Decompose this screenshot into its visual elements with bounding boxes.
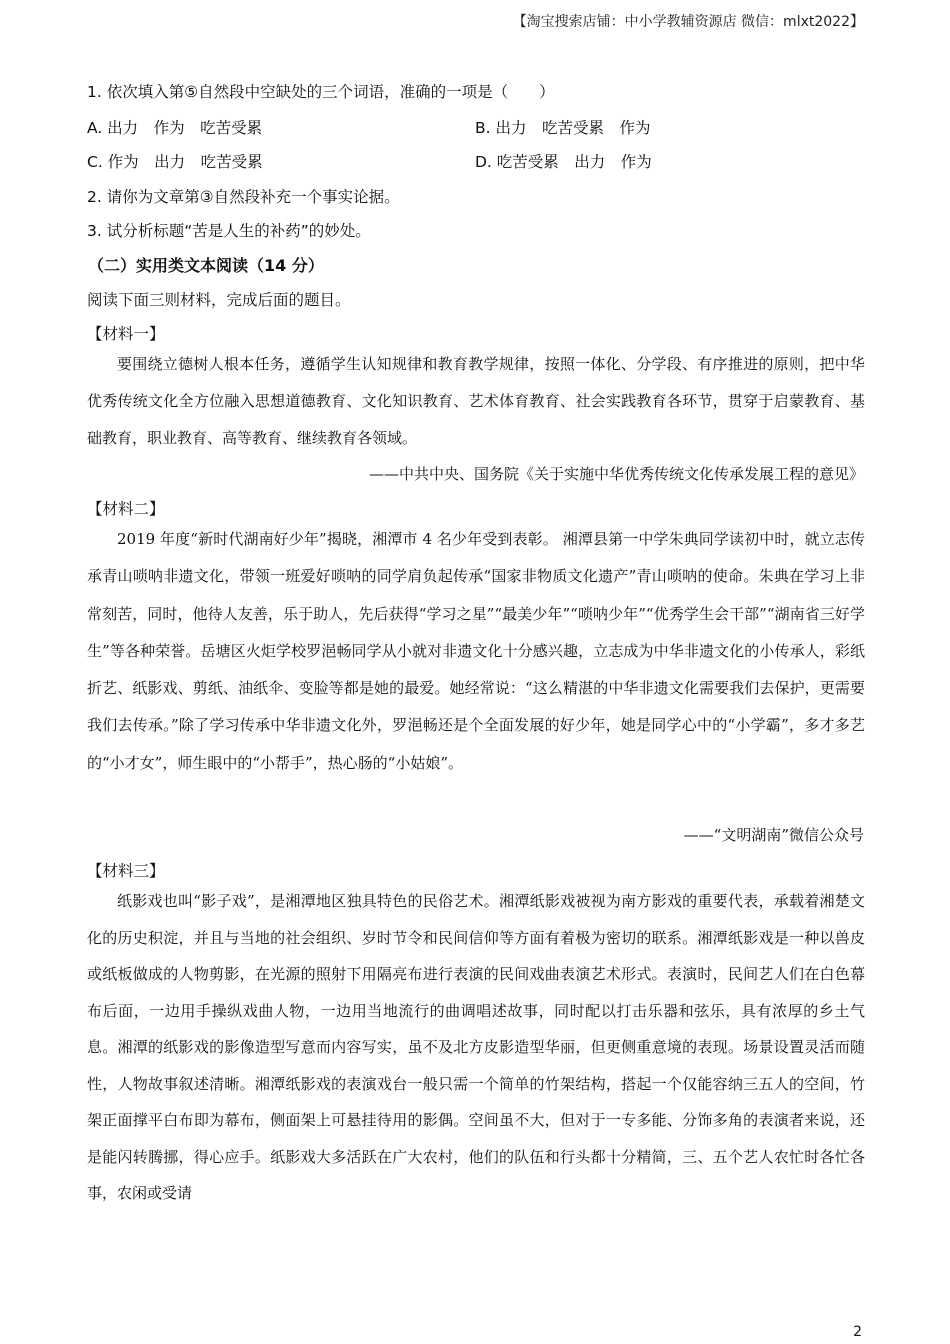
section-instruction: 阅读下面三则材料，完成后面的题目。 bbox=[87, 291, 351, 309]
material-3-paragraph: 纸影戏也叫“影子戏”，是湘潭地区独具特色的民俗艺术。湘潭纸影戏被视为南方影戏的重要代表，承载着湘楚文化的历史积淀，并且与当地的社会组织、岁时节令和民间信仰等方面有着极为密切的联系。湘潭纸影戏是一种以兽皮或纸板做成的人物剪影，在光源的照射下用隔亮布进行表演的民间戏曲表演艺术形式。表演时，民间艺人们在白色幕布后面，一边用手操纵戏曲人物，一边用当地流行的曲调唱述故事，同时配以打击乐器和弦乐，具有浓厚的乡土气息。湘潭的纸影戏的影像造型写意而内容写实，虽不及北方皮影造型华丽，但更侧重意境的表现。场景设置灵活而随性，人物故事叙述清晰。湘潭纸影戏的表演戏台一般只需一个简单的竹架结构，搭起一个仅能容纳三五人的空间，竹架正面撑平白布即为幕布，侧面架上可悬挂待用的影偶。空间虽不大，但对于一专多能、分饰多角的表演者来说，还是能闪转腾挪，得心应手。纸影戏大多活跃在广大农村，他们的队伍和行头都十分精简，三、五个艺人农忙时各忙各事，农闲或受请 bbox=[87, 892, 865, 1202]
option-b: B. 出力 吃苦受累 作为 bbox=[475, 119, 651, 137]
material-2-paragraph: 2019 年度“新时代湖南好少年”揭晓，湘潭市 4 名少年受到表彰。 湘潭县第一中学朱典同学读初中时，就立志传承青山唢呐非遗文化，带领一班爱好唢呐的同学肩负起传承“国家非物质文化遗产”青山唢呐的使命。朱典在学习上非常刻苦，同时，他待人友善，乐于助人，先后获得“学习之星”“最美少年”“唢呐少年”“优秀学生会干部”“湖南省三好学生”等各种荣誉。岳塘区火炬学校罗浥畅同学从小就对非遗文化十分感兴趣，立志成为中华非遗文化的小传承人，彩纸折艺、纸影戏、剪纸、油纸伞、变脸等都是她的最爱。她经常说：“这么精湛的中华非遗文化需要我们去保护，更需要我们去传承。”除了学习传承中华非遗文化外，罗浥畅还是个全面发展的好少年，她是同学心中的“小学霸”，多才多艺的“小才女”，师生眼中的“小帮手”，热心肠的“小姑娘”。 bbox=[87, 530, 865, 772]
question-1: 1. 依次填入第⑤自然段中空缺处的三个词语，准确的一项是（ ） bbox=[87, 83, 555, 101]
material-3-label: 【材料三】 bbox=[87, 862, 165, 880]
option-c: C. 作为 出力 吃苦受累 bbox=[87, 153, 263, 171]
question-2: 2. 请你为文章第③自然段补充一个事实论据。 bbox=[87, 188, 400, 206]
material-1-text bbox=[87, 346, 865, 457]
page-number: 2 bbox=[853, 1324, 862, 1340]
material-2-source: ——“文明湖南”微信公众号 bbox=[683, 826, 864, 844]
option-a: A. 出力 作为 吃苦受累 bbox=[87, 119, 263, 137]
option-d: D. 吃苦受累 出力 作为 bbox=[475, 153, 652, 171]
material-2-text bbox=[87, 521, 865, 782]
question-3: 3. 试分析标题“苦是人生的补药”的妙处。 bbox=[87, 222, 371, 240]
material-1-source: ——中共中央、国务院《关于实施中华优秀传统文化传承发展工程的意见》 bbox=[368, 465, 864, 483]
material-1-paragraph: 要围绕立德树人根本任务，遵循学生认知规律和教育教学规律，按照一体化、分学段、有序推进的原则，把中华优秀传统文化全方位融入思想道德教育、文化知识教育、艺术体育教育、社会实践教育各环节，贯穿于启蒙教育、基础教育，职业教育、高等教育、继续教育各领域。 bbox=[87, 355, 865, 447]
material-2-label: 【材料二】 bbox=[87, 500, 165, 518]
material-3-text bbox=[87, 883, 865, 1212]
section-title: （二）实用类文本阅读（14 分） bbox=[88, 256, 324, 275]
material-1-label: 【材料一】 bbox=[87, 325, 165, 343]
header-watermark: 【淘宝搜索店铺：中小学教辅资源店 微信：mlxt2022】 bbox=[512, 14, 864, 30]
